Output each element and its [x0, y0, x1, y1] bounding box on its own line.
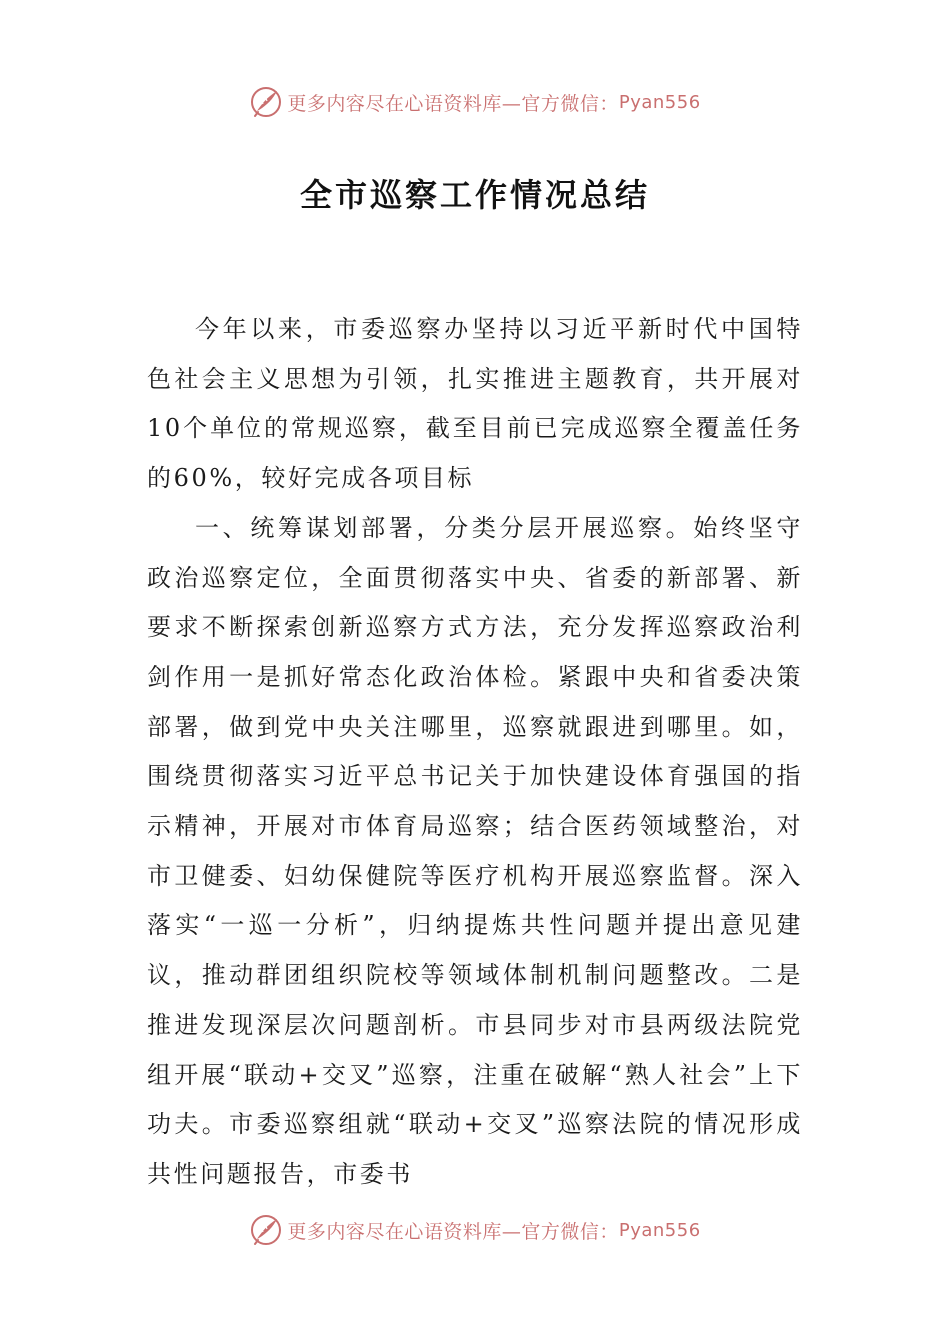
watermark-text: 更多内容尽在心语资料库—官方微信： — [287, 92, 619, 115]
watermark-wechat-id: Pyan556 — [618, 1219, 701, 1241]
watermark-footer — [0, 1210, 950, 1250]
document-body — [147, 305, 803, 1200]
watermark-text: 更多内容尽在心语资料库—官方微信： — [287, 1220, 619, 1243]
quill-logo-icon — [249, 1213, 283, 1247]
watermark-header — [0, 82, 950, 122]
paragraph-intro: 今年以来，市委巡察办坚持以习近平新时代中国特色社会主义思想为引领，扎实推进主题教育，共开展对10个单位的常规巡察，截至目前已完成巡察全覆盖任务的60%，较好完成各项目标 — [147, 315, 803, 493]
quill-logo-icon — [249, 85, 283, 119]
watermark-wechat-id: Pyan556 — [618, 91, 701, 113]
paragraph-section-one: 一、统筹谋划部署，分类分层开展巡察。始终坚守政治巡察定位，全面贯彻落实中央、省委的新部署、新要求不断探索创新巡察方式方法，充分发挥巡察政治利剑作用一是抓好常态化政治体检。紧跟中央和省委决策部署，做到党中央关注哪里，巡察就跟进到哪里。如，围绕贯彻落实习近平总书记关于加快建设体育强国的指示精神，开展对市体育局巡察；结合医药领域整治，对市卫健委、妇幼保健院等医疗机构开展巡察监督。深入落实“一巡一分析”，归纳提炼共性问题并提出意见建议，推动群团组织院校等领域体制机制问题整改。二是推进发现深层次问题剖析。市县同步对市县两级法院党组开展“联动+交叉”巡察，注重在破解“熟人社会”上下功夫。市委巡察组就“联动+交叉”巡察法院的情况形成共性问题报告，市委书 — [147, 513, 803, 1188]
document-title: 全市巡察工作情况总结 — [299, 176, 650, 214]
